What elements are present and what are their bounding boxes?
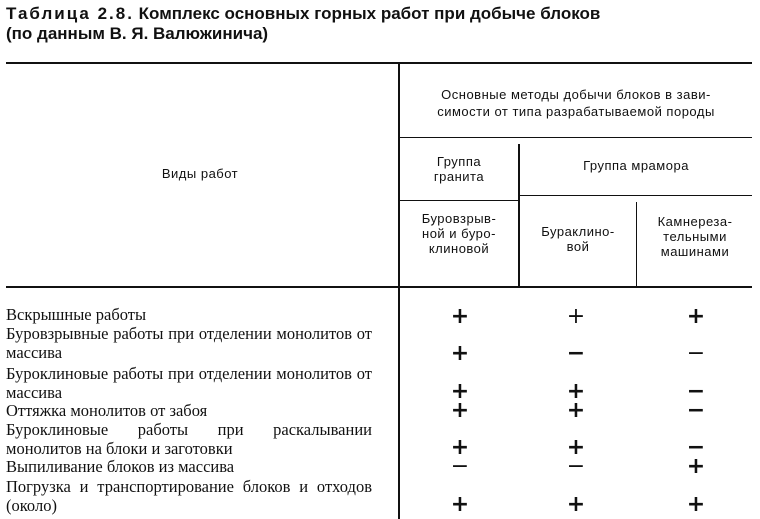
mark-r7-c2: + [566,492,586,517]
header-bottom-rule [6,286,752,288]
top-rule [6,62,752,64]
row-label-pull-off: Оттяжка монолитов от забоя [6,401,208,420]
mark-r7-c3: + [686,492,706,517]
table-title-text: Комплекс основных горных работ при добыче блоков [138,4,601,23]
header-granite-line2: гранита [433,169,485,184]
mark-r1-c1: + [450,304,470,329]
mark-r5-c2: + [566,435,586,460]
header-types-of-work: Виды работ [161,166,239,181]
mark-r3-c2: + [566,379,586,404]
mark-r4-c3: − [686,398,706,423]
divider-marble-columns [636,202,637,286]
mark-r6-c2: − [566,454,586,479]
mark-r3-c3: − [686,379,706,404]
row-label-drill-wedge: Буроклиновые работы при отделении монолитов от массива [6,364,372,402]
row-label-loading: Погрузка и транспортирование блоков и отходов (около) [6,477,372,515]
divider-marble-bottom [519,195,752,196]
mark-r3-c1: + [450,379,470,404]
mark-r1-c3: + [686,304,706,329]
row-label-sawing: Выпиливание блоков из массива [6,457,235,476]
header-col-stone-cutting: Камнереза- тельными машинами [657,214,733,259]
divider-methods-bottom [400,137,752,138]
divider-granite-bottom [400,200,518,201]
mark-r6-c3: + [686,454,706,479]
row-label-splitting: Буроклиновые работы при раскалывании монолитов на блоки и заготовки [6,420,372,458]
mark-r4-c1: + [450,398,470,423]
mark-r2-c2: − [566,341,586,366]
header-col-drill-wedge: Бураклино- вой [541,224,615,254]
mark-r2-c3: − [686,341,706,366]
header-methods-line2: симости от типа разрабатываемой породы [437,104,715,119]
table-title-source: (по данным В. Я. Валюжинича) [6,24,269,43]
mark-r1-c2: + [566,304,586,329]
header-granite-line1: Группа [436,154,482,169]
mark-r5-c1: + [450,435,470,460]
row-label-drill-blast: Буровзрывные работы при отделении монолитов от массива [6,324,372,362]
mark-r2-c1: + [450,341,470,366]
row-label-overburden: Вскрышные работы [6,305,147,324]
table-title [6,4,751,44]
mark-r4-c2: + [566,398,586,423]
header-col-drill-blast-wedge: Буровзрыв- ной и буро- клиновой [421,211,497,256]
header-methods-line1: Основные методы добычи блоков в зави- [441,87,711,102]
header-marble-group: Группа мрамора [583,158,689,173]
divider-main-vertical [398,62,400,519]
mark-r5-c3: − [686,435,706,460]
mark-r6-c1: − [450,454,470,479]
header-granite-group [400,154,518,184]
table-title-label: Таблица 2.8. [6,4,134,23]
header-methods [402,86,750,120]
mark-r7-c1: + [450,492,470,517]
